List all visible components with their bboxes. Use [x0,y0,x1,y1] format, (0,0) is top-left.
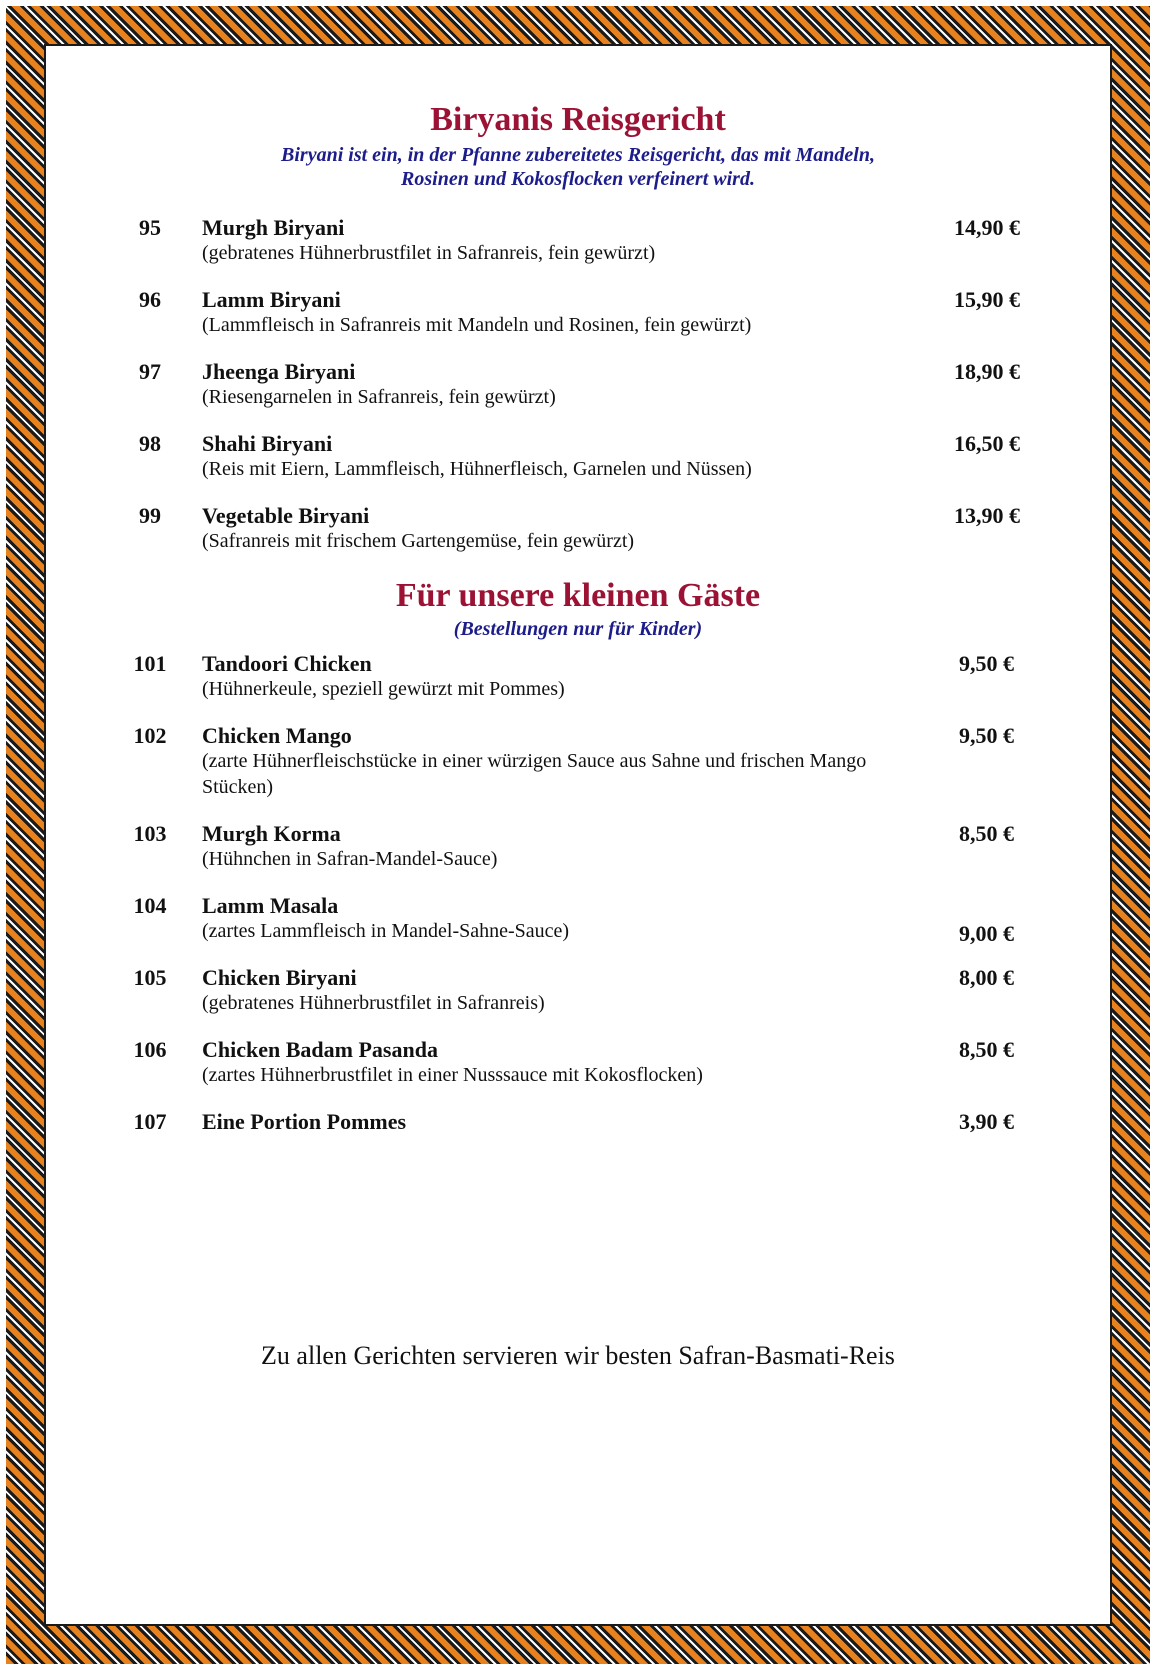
item-number: 98 [139,431,161,456]
item-description: (zarte Hühnerfleischstücke in einer würzigen Sauce aus Sahne und frischen Mango Stücken) [202,750,867,798]
item-price: 9,50 € [959,723,1014,748]
item-name: Chicken Badam Pasanda [202,1037,438,1062]
item-price: 8,50 € [959,821,1014,846]
footer-note: Zu allen Gerichten servieren wir besten Safran-Basmati-Reis [261,1341,895,1370]
item-price: 9,00 € [959,921,1014,946]
item-price: 3,90 € [959,1109,1014,1134]
item-price: 8,50 € [959,1037,1014,1062]
item-description: (Hühnchen in Safran-Mandel-Sauce) [202,848,498,870]
item-name: Lamm Masala [202,893,339,918]
item-name: Chicken Biryani [202,965,357,990]
item-number: 107 [133,1109,167,1134]
section-title-kids: Für unsere kleinen Gäste [395,577,761,614]
item-description: (Riesengarnelen in Safranreis, fein gewürzt) [202,386,556,408]
item-price: 13,90 € [954,503,1020,528]
item-price: 8,00 € [959,965,1014,990]
item-name: Tandoori Chicken [202,651,372,676]
item-number: 106 [133,1037,167,1062]
item-name: Chicken Mango [202,723,352,748]
item-number: 96 [139,287,161,312]
item-price: 15,90 € [954,287,1020,312]
item-number: 101 [133,651,167,676]
menu-page [60,60,1096,1610]
item-price: 14,90 € [954,215,1020,240]
item-name: Shahi Biryani [202,431,333,456]
item-number: 97 [139,359,161,384]
item-number: 95 [139,215,161,240]
item-price: 16,50 € [954,431,1020,456]
item-number: 99 [139,503,161,528]
item-name: Lamm Biryani [202,287,341,312]
item-name: Murgh Korma [202,821,341,846]
item-price: 18,90 € [954,359,1020,384]
item-description: (Lammfleisch in Safranreis mit Mandeln und Rosinen, fein gewürzt) [202,314,752,336]
item-name: Vegetable Biryani [202,503,370,528]
section-title-biryanis: Biryanis Reisgericht [430,101,726,138]
item-number: 102 [133,723,167,748]
section-subtitle-line1: Biryani ist ein, in der Pfanne zubereitetes Reisgericht, das mit Mandeln, [281,144,875,166]
item-description: (zartes Hühnerbrustfilet in einer Nusssauce mit Kokosflocken) [202,1064,703,1086]
item-description: (Reis mit Eiern, Lammfleisch, Hühnerfleisch, Garnelen und Nüssen) [202,458,752,480]
item-price: 9,50 € [959,651,1014,676]
item-description: (Safranreis mit frischem Gartengemüse, fein gewürzt) [202,530,635,552]
item-name: Eine Portion Pommes [202,1109,407,1134]
item-description: (Hühnerkeule, speziell gewürzt mit Pommes) [202,678,565,700]
item-name: Murgh Biryani [202,215,345,240]
item-description: (zartes Lammfleisch in Mandel-Sahne-Sauce) [202,920,570,942]
item-number: 104 [133,893,167,918]
section-subtitle-line2: Rosinen und Kokosflocken verfeinert wird. [401,168,755,190]
item-description: (gebratenes Hühnerbrustfilet in Safranreis) [202,992,545,1014]
item-number: 103 [133,821,167,846]
item-description: (gebratenes Hühnerbrustfilet in Safranreis, fein gewürzt) [202,242,656,264]
section-subtitle-kids: (Bestellungen nur für Kinder) [453,618,703,640]
item-name: Jheenga Biryani [202,359,356,384]
item-number: 105 [133,965,167,990]
